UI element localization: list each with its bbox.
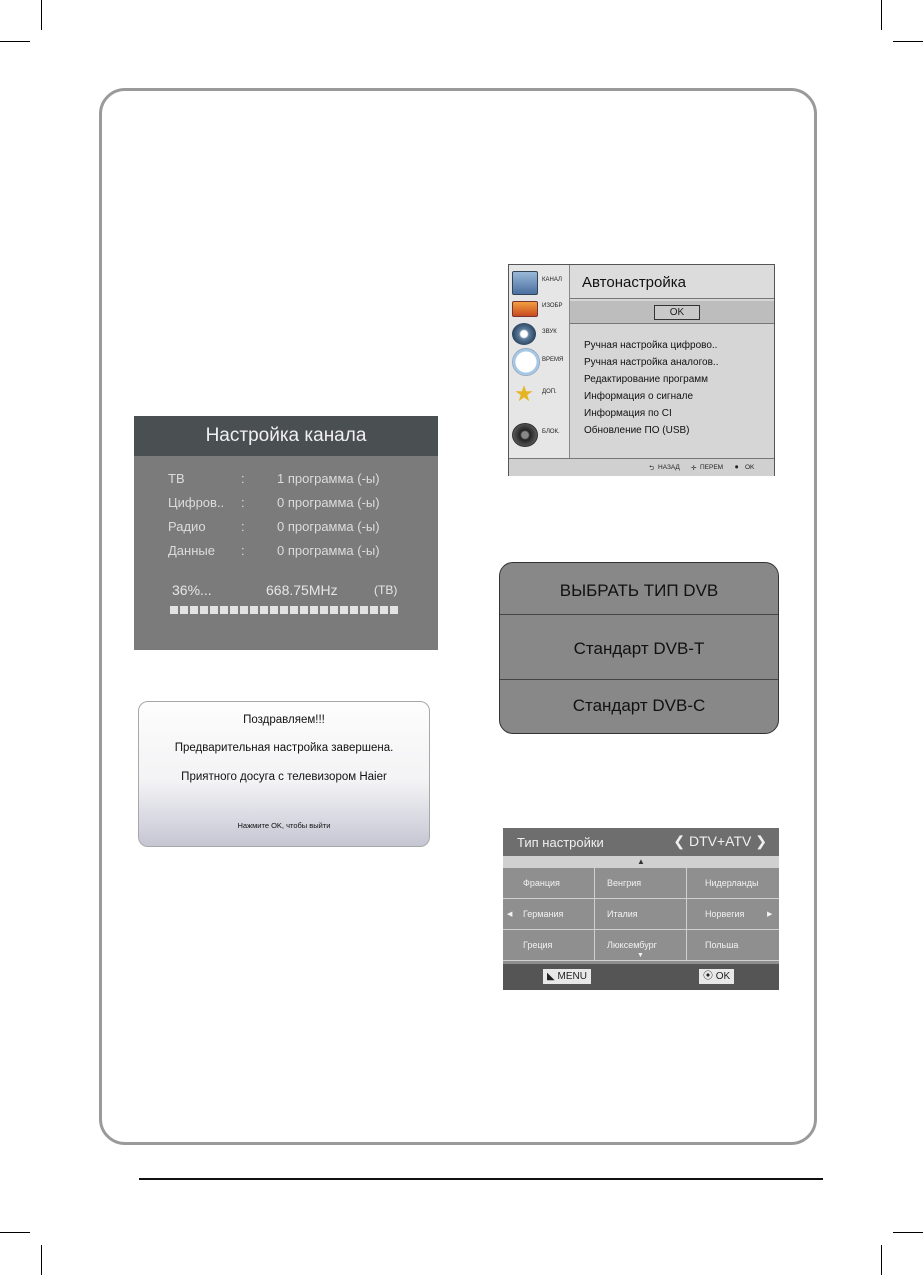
footer-rule — [139, 1178, 823, 1180]
row-separator: : — [241, 543, 245, 558]
crop-mark — [0, 1232, 30, 1233]
ok-row — [570, 301, 774, 324]
congrats-message: Приятного досуга с телевизором Haier — [181, 771, 387, 783]
country-cell[interactable] — [687, 930, 779, 961]
country-cell[interactable] — [687, 899, 779, 930]
country-cell[interactable] — [687, 868, 779, 899]
menu-item[interactable]: Информация о сигнале — [584, 391, 694, 402]
setup-complete-dialog — [138, 701, 430, 847]
congrats-message: Предварительная настройка завершена. — [174, 742, 394, 754]
row-value: 0 программа (-ы) — [277, 543, 380, 558]
crop-mark — [0, 41, 30, 42]
country-label: Греция — [523, 940, 553, 950]
sidebar-item-channel[interactable] — [510, 269, 568, 295]
crop-mark — [881, 1245, 882, 1275]
crop-mark — [41, 0, 42, 30]
country-cell[interactable] — [503, 868, 595, 899]
progress-segment — [170, 606, 178, 614]
progress-segment — [380, 606, 388, 614]
country-label: Франция — [523, 878, 560, 888]
progress-segment — [250, 606, 258, 614]
progress-segment — [300, 606, 308, 614]
dvb-option-c[interactable]: Стандарт DVB-C — [572, 696, 706, 715]
sidebar-item-label: ДОП. — [542, 389, 557, 395]
sidebar-item-label: КАНАЛ — [542, 277, 562, 283]
menu-item[interactable]: Обновление ПО (USB) — [584, 425, 690, 436]
back-icon: ⮌ — [649, 465, 655, 472]
dvb-type-dialog — [499, 562, 779, 734]
country-label: Польша — [705, 940, 739, 950]
menu-item[interactable]: Ручная настройка цифрово.. — [584, 340, 718, 351]
crop-mark — [893, 1232, 923, 1233]
progress-segment — [240, 606, 248, 614]
menu-button-label: MENU — [557, 971, 587, 982]
menu-title: Автонастройка — [570, 265, 774, 299]
crop-mark — [881, 0, 882, 30]
arrow-left-icon[interactable]: ◀ — [507, 911, 513, 918]
country-cell[interactable] — [595, 899, 687, 930]
sidebar-item-lock[interactable] — [510, 421, 568, 447]
progress-segment — [210, 606, 218, 614]
ok-button-label: OK — [715, 971, 731, 982]
progress-segment — [270, 606, 278, 614]
progress-segment — [220, 606, 228, 614]
ok-hint: OK — [745, 464, 755, 471]
progress-segment — [320, 606, 328, 614]
star-icon: ★ — [514, 381, 534, 406]
channel-icon — [512, 271, 538, 295]
arrow-right-icon[interactable]: ▶ — [767, 911, 773, 918]
progress-segment — [340, 606, 348, 614]
row-value: 1 программа (-ы) — [277, 471, 380, 486]
crop-mark — [893, 41, 923, 42]
progress-segment — [190, 606, 198, 614]
country-label: Нидерланды — [705, 878, 759, 888]
sidebar-item-label: ВРЕМЯ — [542, 357, 564, 363]
tuning-type-label: Тип настройки — [517, 835, 604, 850]
country-label: Венгрия — [607, 878, 642, 888]
row-separator: : — [241, 495, 245, 510]
exit-hint: Нажмите OK, чтобы выйти — [237, 821, 331, 830]
sidebar-item-label: ЗВУК — [542, 329, 557, 335]
ok-button[interactable] — [699, 969, 734, 984]
channel-setup-title: Настройка канала — [134, 416, 438, 456]
scan-frequency: 668.75MHz — [266, 582, 338, 598]
menu-sidebar — [509, 265, 570, 458]
menu-item[interactable]: Ручная настройка аналогов.. — [584, 357, 719, 368]
ok-icon: ⦿ — [703, 971, 713, 982]
sidebar-item-picture[interactable] — [510, 295, 568, 321]
tuning-type-value: DTV+ATV — [689, 833, 752, 849]
chevron-right-icon[interactable]: ❯ — [755, 833, 767, 849]
dvb-option-t[interactable]: Стандарт DVB-T — [573, 639, 705, 658]
tuning-type-selector[interactable] — [673, 833, 767, 850]
row-label: Радио — [168, 519, 206, 534]
progress-segment — [290, 606, 298, 614]
menu-item[interactable]: Информация по CI — [584, 408, 672, 419]
country-label: Италия — [607, 909, 638, 919]
sidebar-item-sound[interactable] — [510, 321, 568, 347]
menu-icon: ◣ — [547, 971, 555, 982]
progress-segment — [230, 606, 238, 614]
row-label: ТВ — [168, 471, 185, 486]
ok-icon: ⏺ — [735, 464, 739, 471]
progress-segment — [310, 606, 318, 614]
scroll-up-icon[interactable]: ▲ — [503, 856, 779, 868]
sidebar-item-time[interactable] — [510, 349, 568, 375]
scan-progress-bar — [170, 606, 402, 614]
row-label: Данные — [168, 543, 215, 558]
divider — [500, 614, 778, 615]
back-hint: НАЗАД — [658, 464, 680, 471]
scan-percent: 36%... — [172, 582, 212, 598]
progress-segment — [360, 606, 368, 614]
scan-mode: (ТВ) — [374, 583, 398, 597]
country-cell[interactable] — [503, 899, 595, 930]
country-label: Норвегия — [705, 909, 745, 919]
progress-segment — [390, 606, 398, 614]
country-label: Люксембург — [607, 940, 657, 950]
sidebar-item-label: БЛОК. — [542, 429, 560, 435]
scroll-down-icon[interactable]: ▼ — [637, 952, 644, 959]
row-separator: : — [241, 471, 245, 486]
picture-icon — [512, 301, 538, 317]
country-cell[interactable] — [503, 930, 595, 961]
sidebar-item-extra[interactable] — [510, 381, 568, 407]
channel-setup-panel — [134, 416, 438, 650]
crop-mark — [41, 1245, 42, 1275]
progress-segment — [280, 606, 288, 614]
progress-segment — [260, 606, 268, 614]
lock-icon — [512, 423, 538, 447]
progress-segment — [330, 606, 338, 614]
tuning-type-header — [503, 828, 779, 856]
ok-button[interactable]: OK — [654, 305, 700, 320]
dvb-title: ВЫБРАТЬ ТИП DVB — [559, 581, 719, 600]
tv-channel-menu — [508, 264, 775, 476]
move-icon: ✛ — [691, 465, 697, 472]
tuning-type-panel — [503, 828, 779, 990]
country-label: Германия — [523, 909, 564, 919]
row-separator: : — [241, 519, 245, 534]
menu-items — [584, 337, 718, 439]
tuning-footer — [503, 964, 779, 990]
sidebar-item-label: ИЗОБР — [542, 303, 563, 309]
congrats-heading: Поздравляем!!! — [243, 714, 325, 726]
menu-item[interactable]: Редактирование программ — [584, 374, 709, 385]
country-cell[interactable] — [595, 930, 687, 961]
progress-segment — [350, 606, 358, 614]
row-value: 0 программа (-ы) — [277, 519, 380, 534]
country-cell[interactable] — [595, 868, 687, 899]
sound-icon — [512, 323, 536, 345]
progress-segment — [200, 606, 208, 614]
menu-button[interactable] — [543, 969, 591, 984]
menu-footer — [509, 458, 774, 476]
row-label: Цифров.. — [168, 495, 225, 510]
chevron-left-icon[interactable]: ❮ — [673, 833, 686, 849]
divider — [500, 679, 778, 680]
clock-icon — [512, 348, 540, 376]
move-hint: ПЕРЕМ — [700, 464, 724, 471]
progress-segment — [370, 606, 378, 614]
row-value: 0 программа (-ы) — [277, 495, 380, 510]
progress-segment — [180, 606, 188, 614]
